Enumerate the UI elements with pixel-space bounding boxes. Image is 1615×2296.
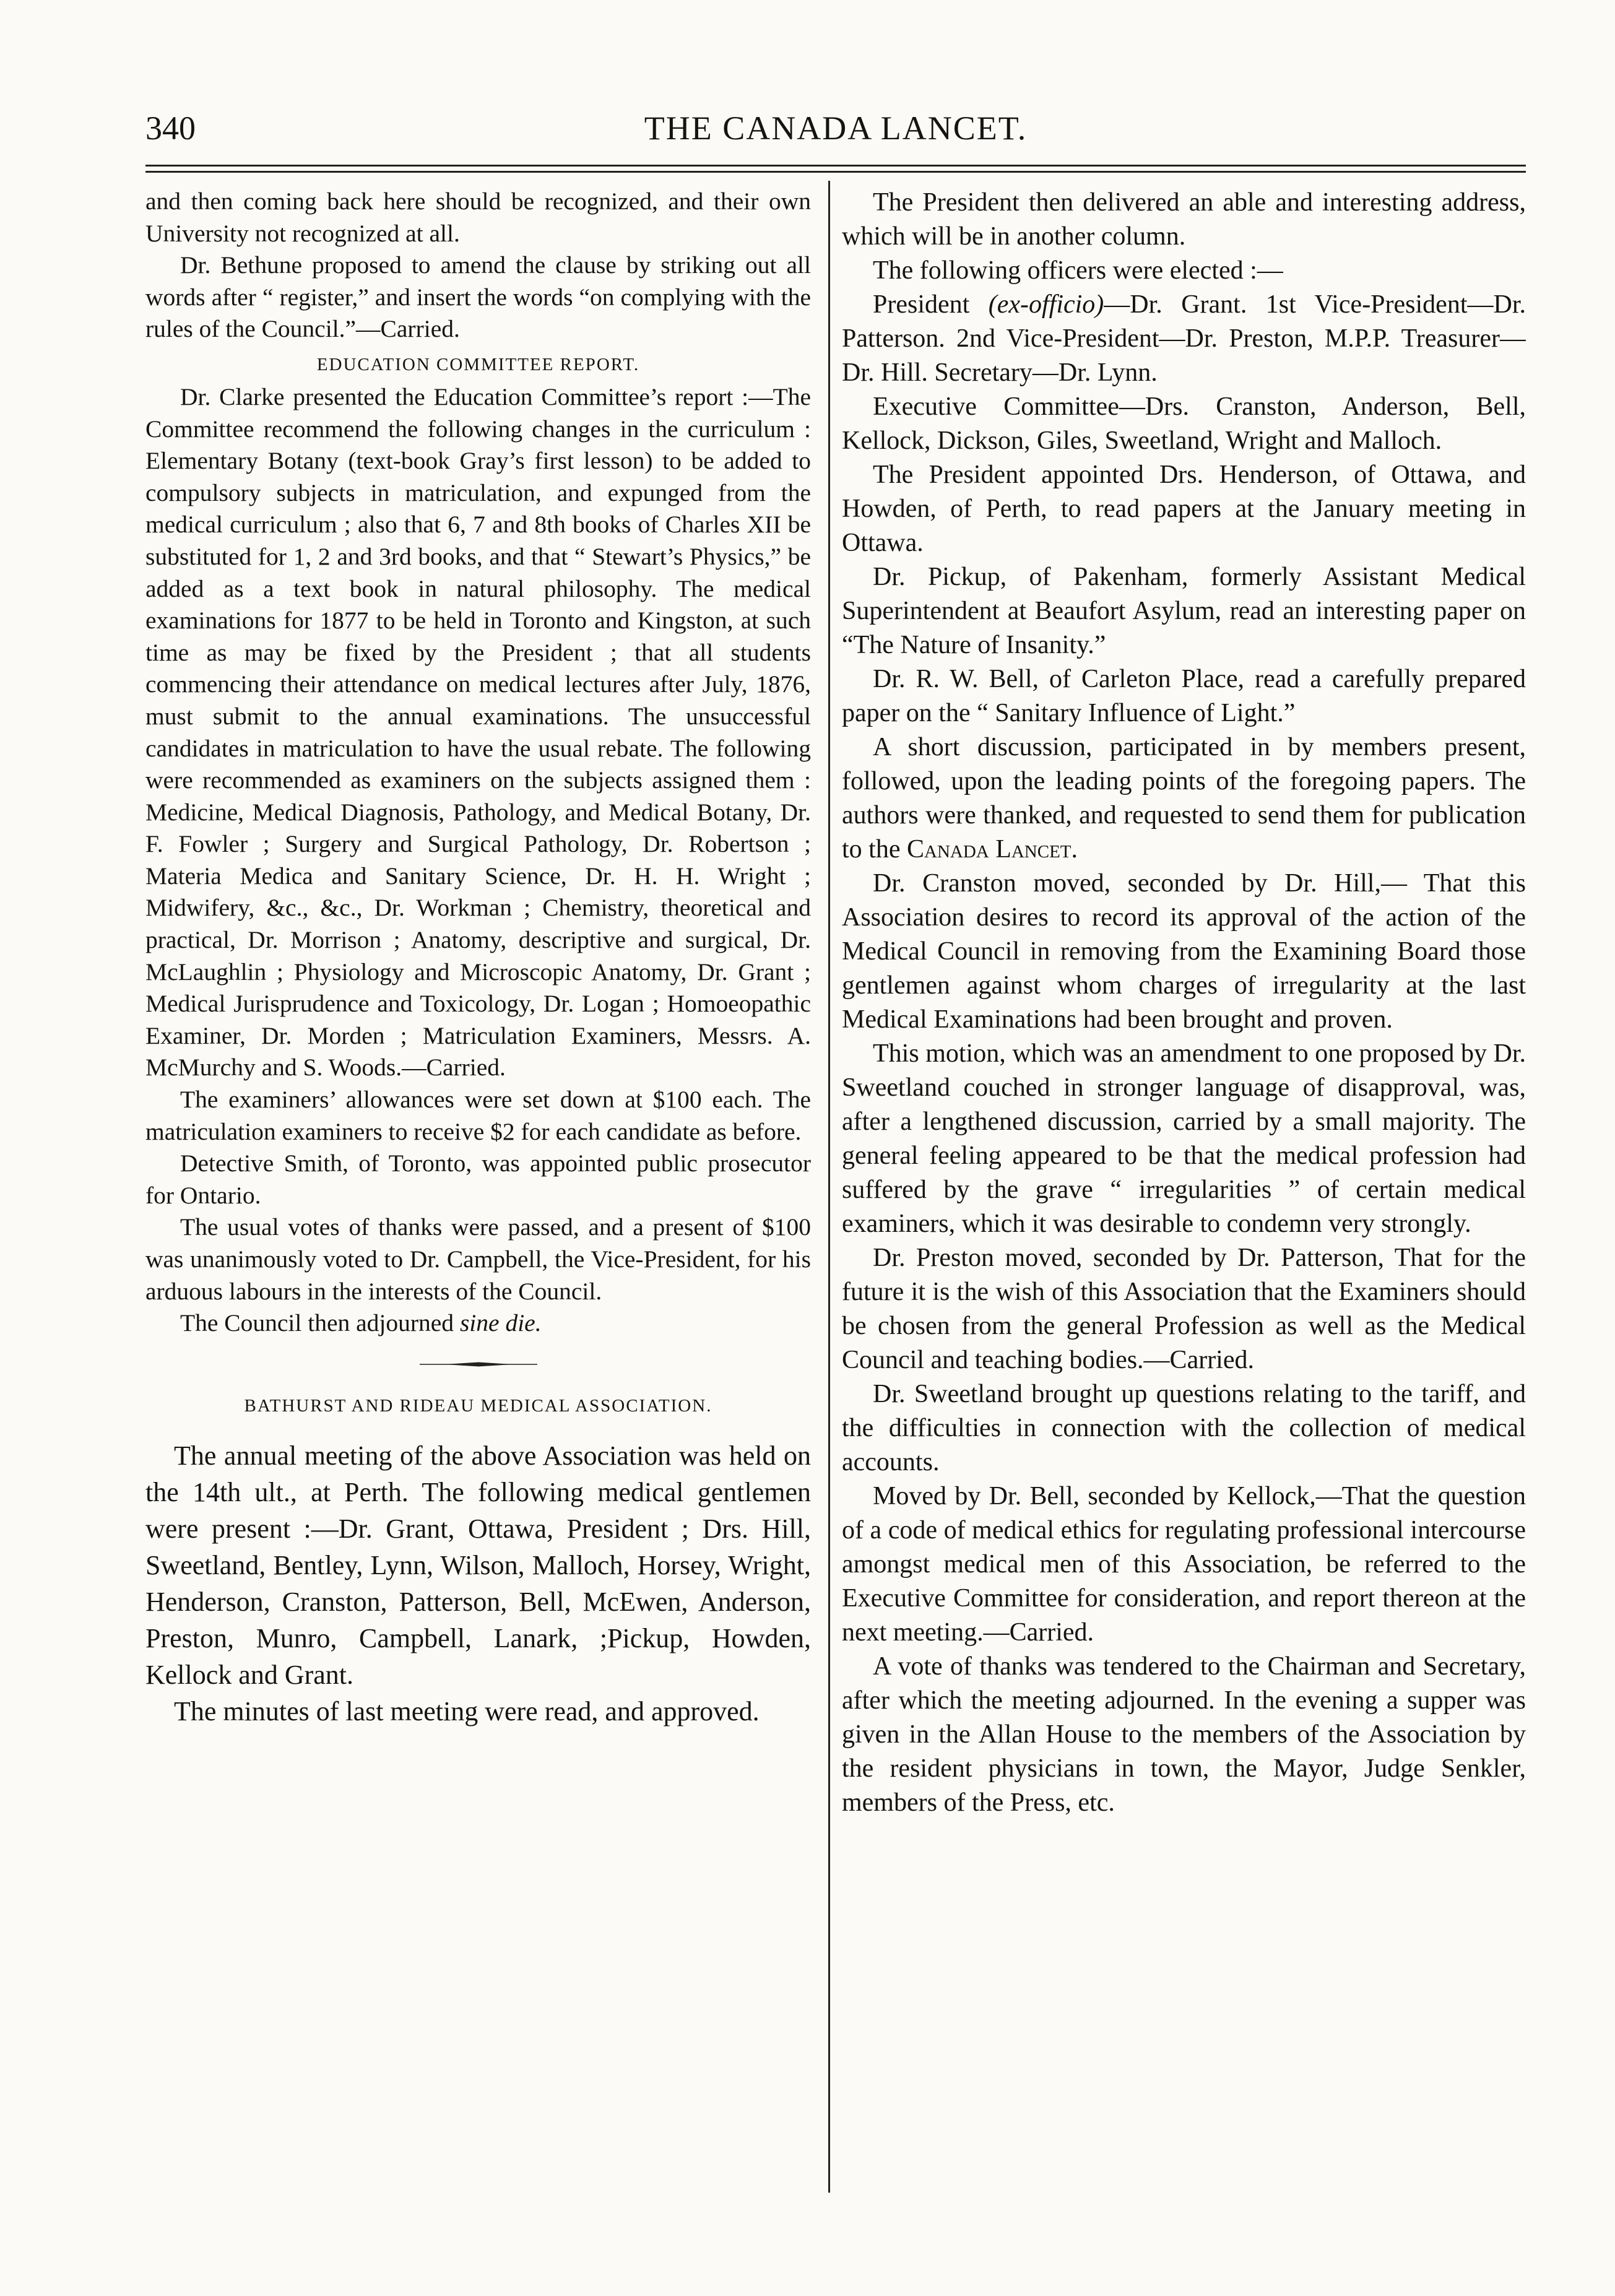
paragraph: Dr. Pickup, of Pakenham, formerly Assistant Medical Superintendent at Beaufort Asylum, read an interesting paper on “The Nature of Insanity.”	[842, 563, 1526, 659]
header-rule-bottom	[145, 171, 1526, 173]
association-report	[145, 1437, 811, 1730]
section-divider-ornament	[420, 1362, 537, 1367]
paragraph: The President appointed Drs. Henderson, of Ottawa, and Howden, of Perth, to read papers at the January meeting in Ottawa.	[842, 461, 1526, 557]
paragraph: Dr. Cranston moved, seconded by Dr. Hill,— That this Association desires to record its approval of the action of the Medical Council in removing from the Examining Board those gentlemen against whom charges of irregularity at the last Medical Examinations had been brought and proven.	[842, 869, 1526, 1034]
association-report-continued	[842, 186, 1526, 1820]
council-continuation	[145, 186, 811, 345]
journal-title: THE CANADA LANCET.	[644, 110, 1028, 147]
section-heading: BATHURST AND RIDEAU MEDICAL ASSOCIATION.	[244, 1395, 712, 1416]
paragraph: Detective Smith, of Toronto, was appointed public prosecutor for Ontario.	[145, 1150, 811, 1209]
paragraph: and then coming back here should be recognized, and their own University not recognized at all.	[145, 188, 811, 247]
adjourned-paragraph: The Council then adjourned sine die.	[180, 1309, 542, 1337]
header-rule-top	[145, 165, 1526, 167]
paragraph: The examiners’ allowances were set down at $100 each. The matriculation examiners to receive $2 for each candidate as before.	[145, 1086, 811, 1145]
discussion-paragraph: A short discussion, participated in by members present, followed, upon the leading points of the foregoing papers. The authors were thanked, and requested to send them for publication to the Canada Lancet.	[842, 733, 1526, 864]
paragraph: This motion, which was an amendment to one proposed by Dr. Sweetland couched in stronger language of disapproval, was, after a lengthened discussion, carried by a small majority. The general feeling appeared to be that the medical profession had suffered by the grave “ irregularities ” of certain medical examiners, which it was desirable to condemn very strongly.	[842, 1039, 1526, 1238]
paragraph: Dr. Clarke presented the Education Committee’s report :—The Committee recommend the following changes in the curriculum : Elementary Botany (text-book Gray’s first lesson) to be added to compulsory subjects in matriculation, and expunged from the medical curriculum ; also that 6, 7 and 8th books of Charles XII be substituted for 1, 2 and 3rd books, and that “ Stewart’s Physics,” be added as a text book in natural philosophy. The medical examinations for 1877 to be held in Toronto and Kingston, at such time as may be fixed by the President ; that all students commencing their attendance on medical lectures after July, 1876, must submit to the annual examinations. The unsuccessful candidates in matriculation to have the usual rebate. The following were recommended as examiners on the subjects assigned them : Medicine, Medical Diagnosis, Pathology, and Medical Botany, Dr. F. Fowler ; Surgery and Surgical Pathology, Dr. Robertson ; Materia Medica and Sanitary Science, Dr. H. H. Wright ; Midwifery, &c., &c., Dr. Workman ; Chemistry, theoretical and practical, Dr. Morrison ; Anatomy, descriptive and surgical, Dr. McLaughlin ; Physiology and Microscopic Anatomy, Dr. Grant ; Medical Jurisprudence and Toxicology, Dr. Logan ; Homoeopathic Examiner, Dr. Morden ; Matriculation Examiners, Messrs. A. McMurchy and S. Woods.—Carried.	[145, 383, 811, 1081]
paragraph: Dr. R. W. Bell, of Carleton Place, read a carefully prepared paper on the “ Sanitary Influence of Light.”	[842, 665, 1526, 727]
page-number: 340	[145, 110, 196, 147]
page-header	[145, 109, 1526, 158]
paragraph: The President then delivered an able and interesting address, which will be in another column.	[842, 188, 1526, 251]
paragraph: A vote of thanks was tendered to the Chairman and Secretary, after which the meeting adjourned. In the evening a supper was given in the Allan House to the members of the Association by the resident physicians in town, the Mayor, Judge Senkler, members of the Press, etc.	[842, 1652, 1526, 1817]
paragraph: Dr. Bethune proposed to amend the clause by striking out all words after “ register,” and insert the words “on complying with the rules of the Council.”—Carried.	[145, 251, 811, 343]
paragraph: Moved by Dr. Bell, seconded by Kellock,—That the question of a code of medical ethics for regulating professional intercourse amongst medical men of this Association, be referred to the Executive Committee for consideration, and report thereon at the next meeting.—Carried.	[842, 1482, 1526, 1647]
paragraph: The annual meeting of the above Association was held on the 14th ult., at Perth. The following medical gentlemen were present :—Dr. Grant, Ottawa, President ; Drs. Hill, Sweetland, Bentley, Lynn, Wilson, Malloch, Horsey, Wright, Henderson, Cranston, Patterson, Bell, McEwen, Anderson, Preston, Munro, Campbell, Lanark, ;Pickup, Howden, Kellock and Grant.	[145, 1440, 811, 1690]
paragraph: The minutes of last meeting were read, and approved.	[174, 1696, 760, 1726]
left-column	[145, 186, 811, 2198]
paragraph: Dr. Sweetland brought up questions relating to the tariff, and the difficulties in connection with the collection of medical accounts.	[842, 1380, 1526, 1476]
paragraph: The usual votes of thanks were passed, and a present of $100 was unanimously voted to Dr. Campbell, the Vice-President, for his arduous labours in the interests of the Council.	[145, 1213, 811, 1305]
paragraph: Executive Committee—Drs. Cranston, Anderson, Bell, Kellock, Dickson, Giles, Sweetland, Wright and Malloch.	[842, 392, 1526, 455]
column-divider	[828, 181, 830, 2193]
paragraph: The following officers were elected :—	[873, 256, 1283, 285]
officers-paragraph: President (ex-officio)—Dr. Grant. 1st Vice-President—Dr. Patterson. 2nd Vice-President—Dr. Preston, M.P.P. Treasurer—Dr. Hill. Secretary—Dr. Lynn.	[842, 290, 1526, 387]
education-report	[145, 381, 811, 1340]
paragraph: Dr. Preston moved, seconded by Dr. Patterson, That for the future it is the wish of this Association that the Examiners should be chosen from the general Profession as well as the Medical Council and teaching bodies.—Carried.	[842, 1244, 1526, 1374]
section-heading: EDUCATION COMMITTEE REPORT.	[316, 354, 640, 375]
right-column	[842, 186, 1526, 2198]
